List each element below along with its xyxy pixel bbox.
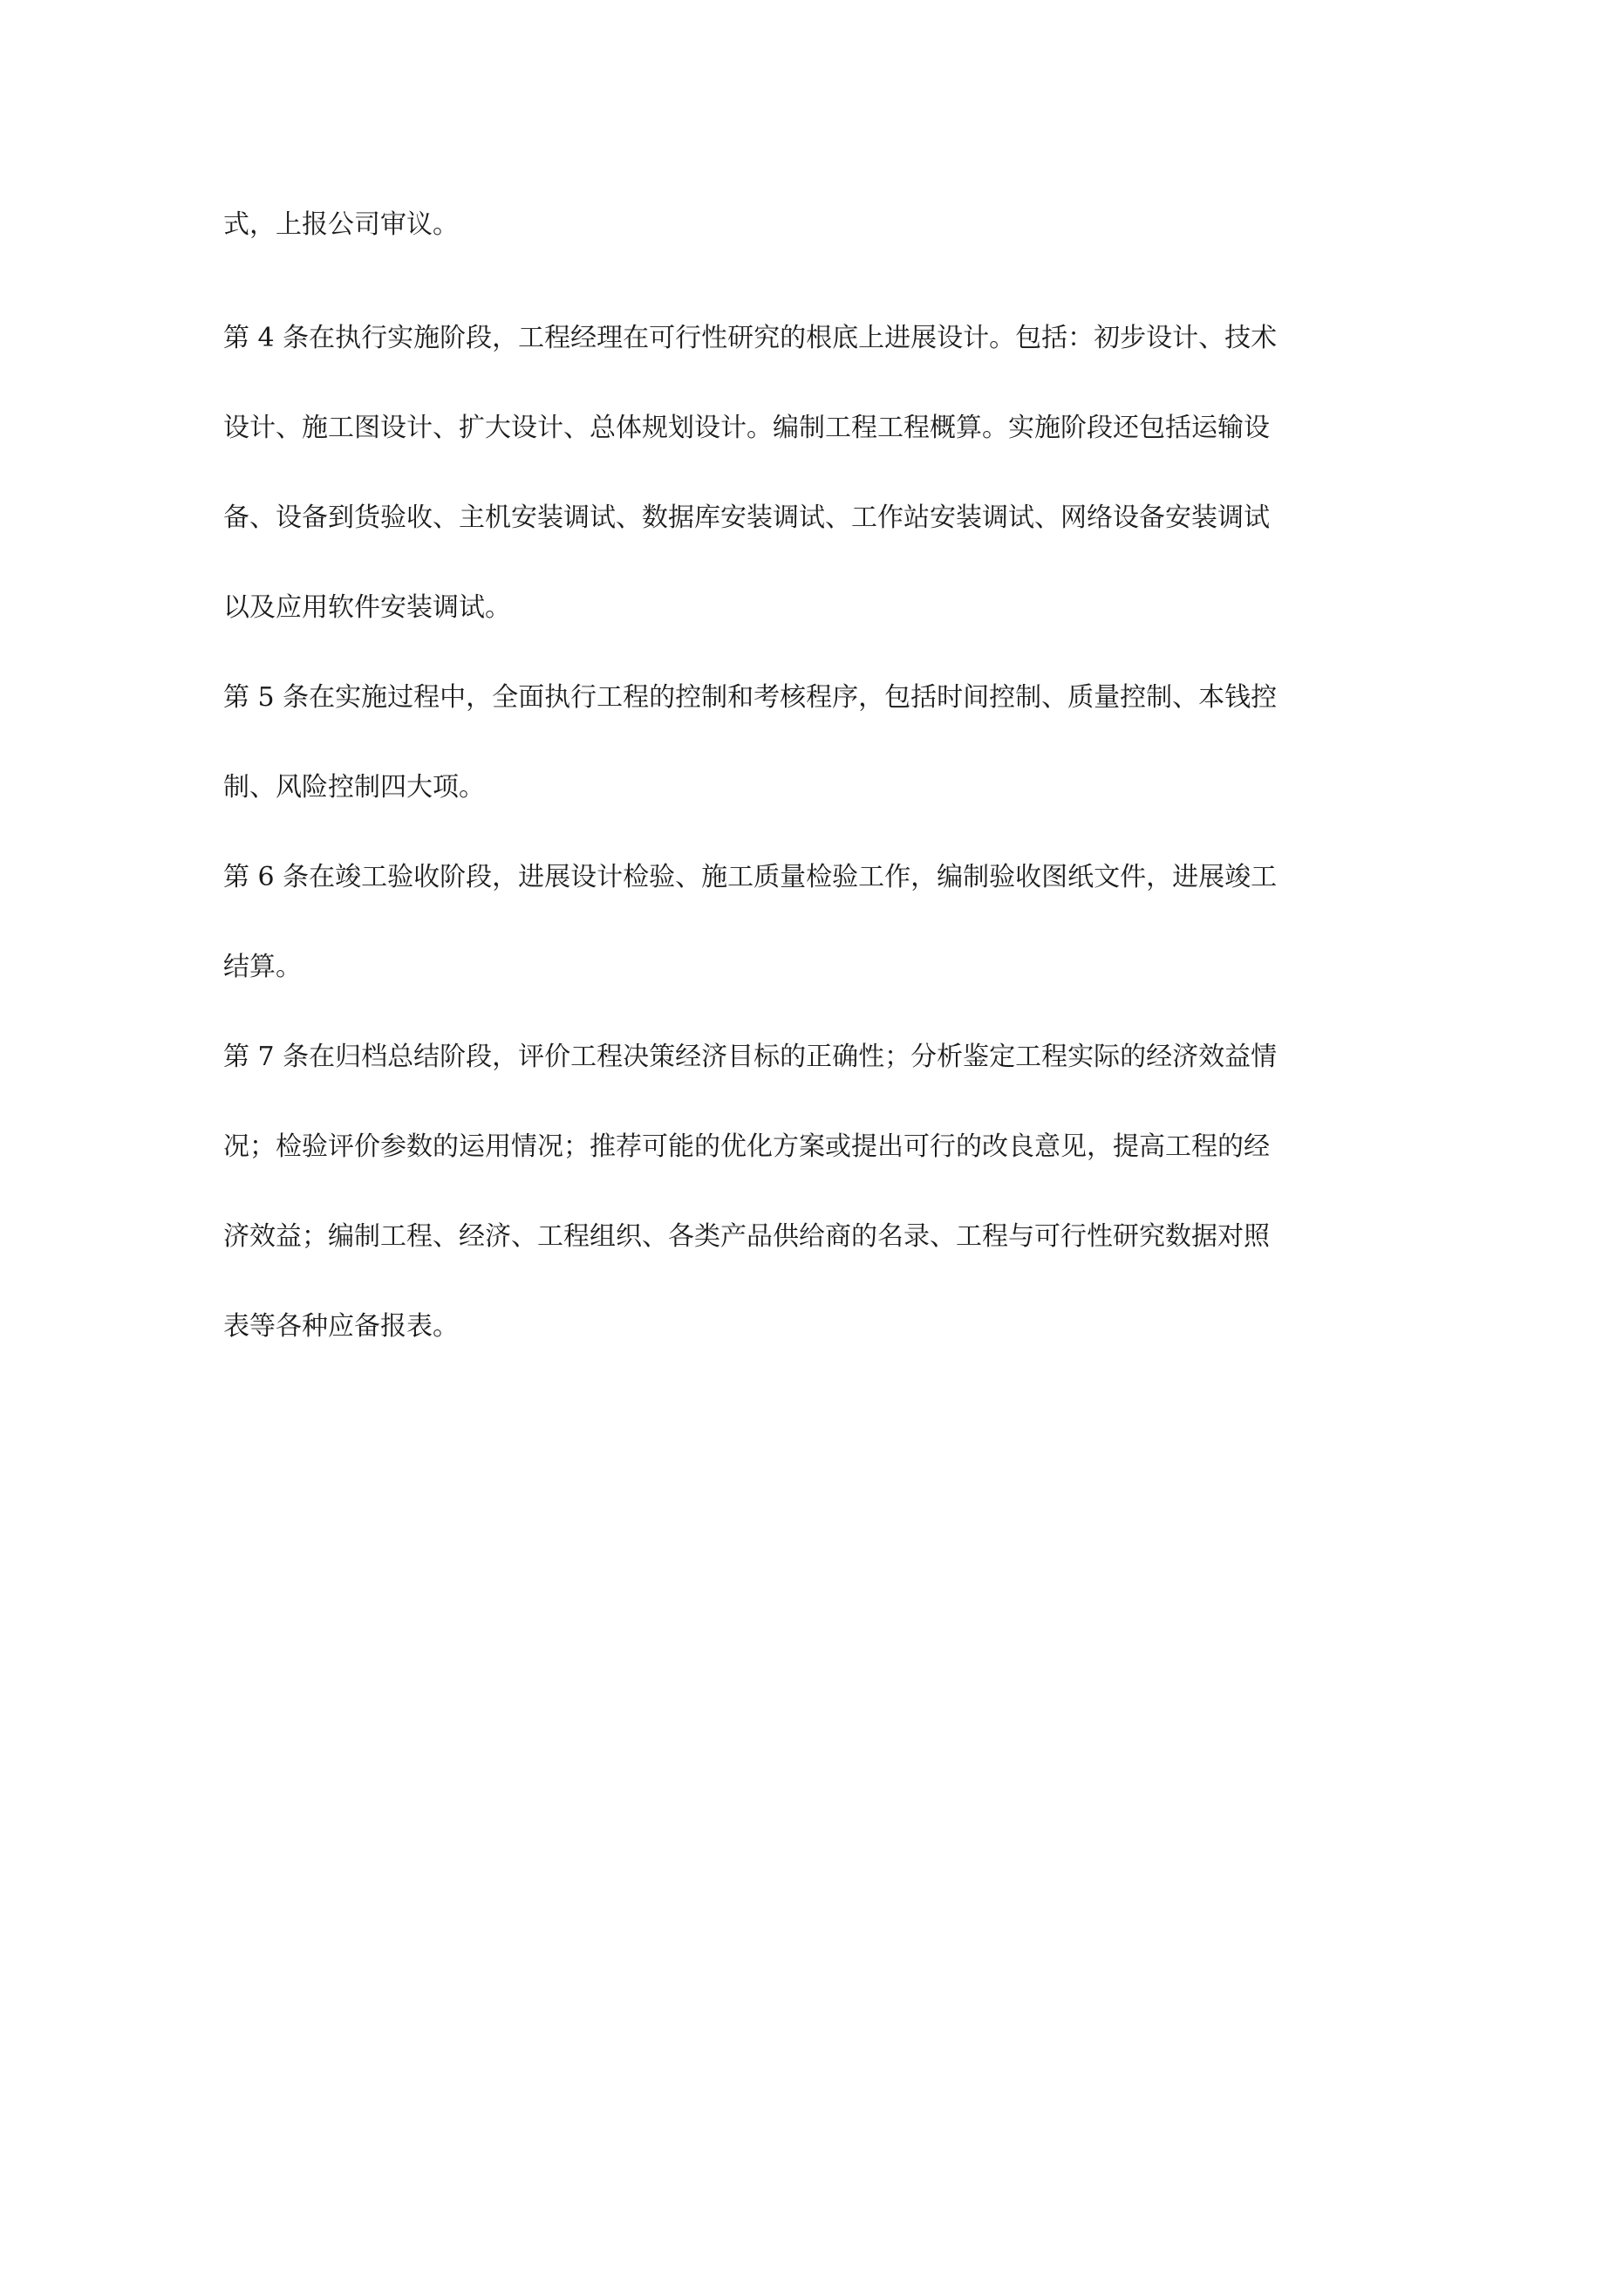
text-line-4: 备、设备到货验收、主机安装调试、数据库安装调试、工作站安装调试、网络设备安装调试 xyxy=(223,502,1270,533)
text-line-8: 第 6 条在竣工验收阶段，进展设计检验、施工质量检验工作，编制验收图纸文件，进展竣工 xyxy=(223,862,1278,892)
text-line-13: 表等各种应备报表。 xyxy=(223,1311,459,1342)
text-line-6: 第 5 条在实施过程中，全面执行工程的控制和考核程序，包括时间控制、质量控制、本钱控 xyxy=(223,682,1278,713)
text-line-10: 第 7 条在归档总结阶段，评价工程决策经济目标的正确性；分析鉴定工程实际的经济效益情 xyxy=(223,1042,1278,1072)
text-line-3: 设计、施工图设计、扩大设计、总体规划设计。编制工程工程概算。实施阶段还包括运输设 xyxy=(223,413,1270,443)
text-line-2: 第 4 条在执行实施阶段，工程经理在可行性研究的根底上进展设计。包括：初步设计、技术 xyxy=(223,323,1278,353)
text-line-11: 况；检验评价参数的运用情况；推荐可能的优化方案或提出可行的改良意见，提高工程的经 xyxy=(223,1131,1270,1162)
text-line-1: 式，上报公司审议。 xyxy=(223,209,459,240)
text-line-9: 结算。 xyxy=(223,952,302,982)
text-line-12: 济效益；编制工程、经济、工程组织、各类产品供给商的名录、工程与可行性研究数据对照 xyxy=(223,1221,1270,1252)
text-line-7: 制、风险控制四大项。 xyxy=(223,772,485,803)
text-line-5: 以及应用软件安装调试。 xyxy=(223,592,511,623)
